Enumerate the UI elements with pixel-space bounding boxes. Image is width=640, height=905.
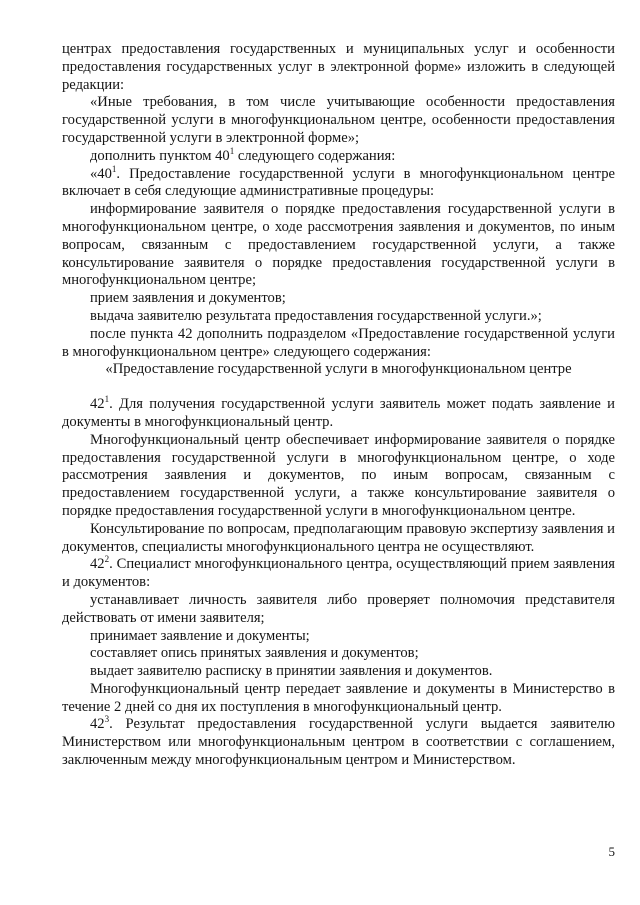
paragraph-add-40-1: дополнить пунктом $40^1$ следующего содержания: bbox=[90, 145, 396, 164]
paragraph-accepts: принимает заявление и документы; bbox=[90, 627, 310, 644]
paragraph-intro: центрах предоставления государственных и муниципальных услуг и особенности предоставления государственных услуг в электронной форме» изложить в следующей редакции: bbox=[62, 41, 615, 93]
superscript: 1 bbox=[229, 145, 235, 156]
paragraph-issuance: выдача заявителю результата предоставления государственной услуги.»; bbox=[90, 307, 542, 324]
paragraph-42-3: $42^3$. Результат предоставления государственной услуги выдается заявителю Министерством или многофункциональным центром в соответствии с соглашением, заключенным между многофункциональным центром и Министерством. bbox=[62, 714, 615, 769]
document-body bbox=[62, 41, 615, 770]
paragraph-mfc-informs: Многофункциональный центр обеспечивает информирование заявителя о порядке предоставления государственной услуги в многофункциональном центре, о ходе рассмотрения заявления и документов, по иным вопросам, связанным с предоставлением государственной услуги, а также консультирование заявителя о порядке предоставления государственной услуги в многофункциональном центре. bbox=[62, 431, 615, 519]
paragraph-other-requirements: «Иные требования, в том числе учитывающие особенности предоставления государственной услуги в многофункциональном центре, особенности предоставления государственной услуги в электронной форме»; bbox=[62, 94, 615, 146]
paragraph-receipt: выдает заявителю расписку в принятии заявления и документов. bbox=[90, 663, 493, 680]
paragraph-transfer: Многофункциональный центр передает заявление и документы в Министерство в течение 2 дней со дня их поступления в многофункциональный центр. bbox=[62, 680, 615, 715]
paragraph-40-1: «$40^1$. Предоставление государственной услуги в многофункциональном центре включает в себя следующие административные процедуры: bbox=[62, 163, 615, 200]
paragraph-consulting: Консультирование по вопросам, предполагающим правовую экспертизу заявления и документов, специалисты многофункционального центра не осуществляют. bbox=[62, 520, 615, 555]
paragraph-42-2: $42^2$. Специалист многофункционального центра, осуществляющий прием заявления и документов: bbox=[62, 554, 615, 591]
page-number: 5 bbox=[608, 844, 615, 859]
paragraph-reception: прием заявления и документов; bbox=[90, 290, 286, 307]
superscript: 3 bbox=[104, 714, 110, 725]
paragraph-inventory: составляет опись принятых заявления и документов; bbox=[90, 645, 419, 662]
paragraph-42-1: $42^1$. Для получения государственной услуги заявитель может подать заявление и документы в многофункциональный центр. bbox=[62, 394, 615, 430]
blank-line bbox=[62, 379, 615, 396]
superscript: 1 bbox=[111, 163, 117, 174]
paragraph-identity: устанавливает личность заявителя либо проверяет полномочия представителя действовать от имени заявителя; bbox=[62, 591, 615, 626]
paragraph-after-42: после пункта 42 дополнить подразделом «Предоставление государственной услуги в многофункциональном центре» следующего содержания: bbox=[62, 325, 615, 360]
superscript: 1 bbox=[104, 394, 110, 405]
subsection-heading: «Предоставление государственной услуги в многофункциональном центре bbox=[105, 361, 572, 378]
superscript: 2 bbox=[104, 554, 110, 565]
paragraph-informing: информирование заявителя о порядке предоставления государственной услуги в многофункциональном центре, о ходе рассмотрения заявления и документов, по иным вопросам, связанным с предоставлением государственной услуги, а также консультирование заявителя о порядке предоставления государственной услуги в многофункциональном центре; bbox=[62, 201, 615, 289]
